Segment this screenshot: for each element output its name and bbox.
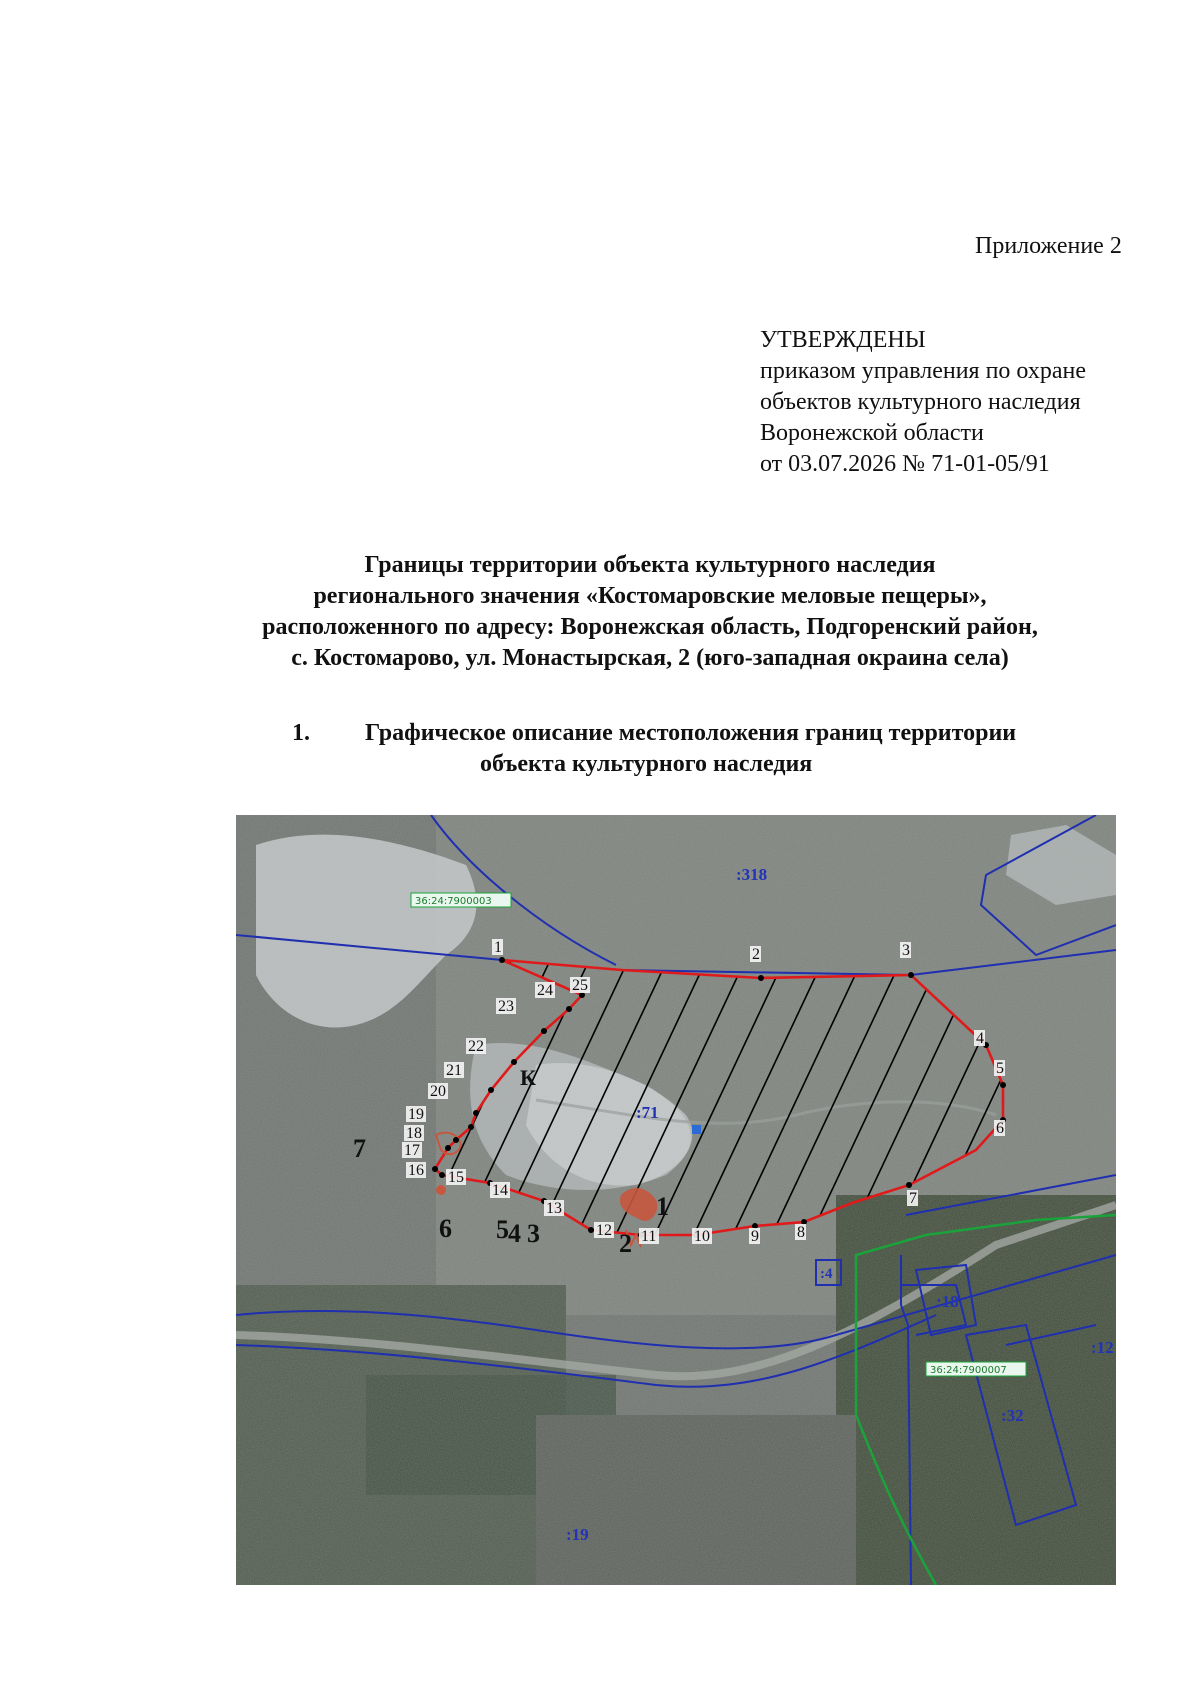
boundary-map <box>236 815 1116 1585</box>
boundary-point-label: 25 <box>572 977 588 994</box>
vertex-dot <box>473 1110 479 1116</box>
object-number: 4 <box>508 1219 521 1248</box>
vertex-dot <box>488 1087 494 1093</box>
boundary-point-label: 13 <box>546 1200 562 1217</box>
boundary-point-label: 10 <box>694 1228 710 1245</box>
boundary-point-label: 3 <box>902 942 910 959</box>
section-title-line: Графическое описание местоположения границ территории <box>365 720 1017 746</box>
boundary-point-label: 12 <box>596 1222 612 1239</box>
section-title-line: объекта культурного наследия <box>480 751 813 777</box>
territory-label: К <box>520 1065 536 1090</box>
object-number: 2 <box>619 1229 632 1258</box>
approval-line: приказом управления по охране <box>760 358 1086 384</box>
map-marker <box>692 1125 701 1134</box>
boundary-point-label: 5 <box>996 1060 1004 1077</box>
approval-line: Воронежской области <box>760 420 984 446</box>
vertex-dot <box>566 1006 572 1012</box>
title-line: расположенного по адресу: Воронежская область, Подгоренский район, <box>262 614 1038 640</box>
vertex-dot <box>445 1145 451 1151</box>
vertex-dot <box>906 1182 912 1188</box>
vertex-dot <box>511 1059 517 1065</box>
parcel-label: :318 <box>736 865 768 884</box>
approval-date-number: от 03.07.2026 № 71-01-05/91 <box>760 451 1050 477</box>
parcel-label: :4 <box>820 1266 833 1282</box>
vertex-dot <box>541 1028 547 1034</box>
boundary-point-label: 6 <box>996 1120 1004 1137</box>
boundary-point-label: 11 <box>641 1228 657 1245</box>
parcel-label: :71 <box>636 1103 659 1122</box>
boundary-point-label: 17 <box>404 1142 420 1159</box>
object-number: 6 <box>439 1214 452 1243</box>
object-number: 1 <box>656 1192 669 1221</box>
title-line: с. Костомарово, ул. Монастырская, 2 (юго-западная окраина села) <box>291 645 1009 671</box>
boundary-point-label: 9 <box>751 1228 759 1245</box>
approval-block <box>760 325 1086 480</box>
cadastral-label: 36:24:7900003 <box>415 896 492 907</box>
document-title <box>150 550 1150 674</box>
object-number: 5 <box>496 1215 509 1244</box>
vertex-dot <box>588 1227 594 1233</box>
object-mark <box>436 1185 446 1195</box>
boundary-point-label: 20 <box>430 1083 446 1100</box>
boundary-point-label: 24 <box>537 982 553 999</box>
boundary-point-label: 7 <box>909 1190 917 1207</box>
object-number: 3 <box>527 1219 540 1248</box>
cadastral-label: 36:24:7900007 <box>930 1365 1007 1376</box>
vertex-dot <box>468 1124 474 1130</box>
appendix-label: Приложение 2 <box>975 233 1122 259</box>
title-line: Границы территории объекта культурного наследия <box>364 552 936 578</box>
parcel-label: :18 <box>936 1292 959 1311</box>
title-line: регионального значения «Костомаровские меловые пещеры», <box>313 583 987 609</box>
boundary-point-label: 15 <box>448 1169 464 1186</box>
boundary-point-label: 2 <box>752 946 760 963</box>
parcel-label: :12 <box>1091 1338 1114 1357</box>
parcel-label: :19 <box>566 1525 589 1544</box>
section-number: 1. <box>292 720 310 746</box>
boundary-point-label: 19 <box>408 1106 424 1123</box>
vertex-dot <box>453 1137 459 1143</box>
boundary-point-label: 21 <box>446 1062 462 1079</box>
boundary-point-label: 14 <box>492 1182 508 1199</box>
object-number: 7 <box>353 1134 366 1163</box>
vertex-dot <box>908 972 914 978</box>
vertex-dot <box>499 957 505 963</box>
boundary-point-label: 23 <box>498 998 514 1015</box>
boundary-point-label: 16 <box>408 1162 424 1179</box>
boundary-point-label: 22 <box>468 1038 484 1055</box>
boundary-point-label: 8 <box>797 1224 805 1241</box>
vertex-dot <box>439 1172 445 1178</box>
boundary-point-label: 1 <box>494 939 502 956</box>
parcel-label: :32 <box>1001 1406 1024 1425</box>
approval-line: объектов культурного наследия <box>760 389 1081 415</box>
vertex-dot <box>1000 1082 1006 1088</box>
boundary-point-label: 4 <box>976 1030 984 1047</box>
vertex-dot <box>432 1166 438 1172</box>
vertex-dot <box>758 975 764 981</box>
approval-title: УТВЕРЖДЕНЫ <box>760 327 926 353</box>
boundary-point-label: 18 <box>406 1125 422 1142</box>
map-canvas <box>236 815 1116 1585</box>
